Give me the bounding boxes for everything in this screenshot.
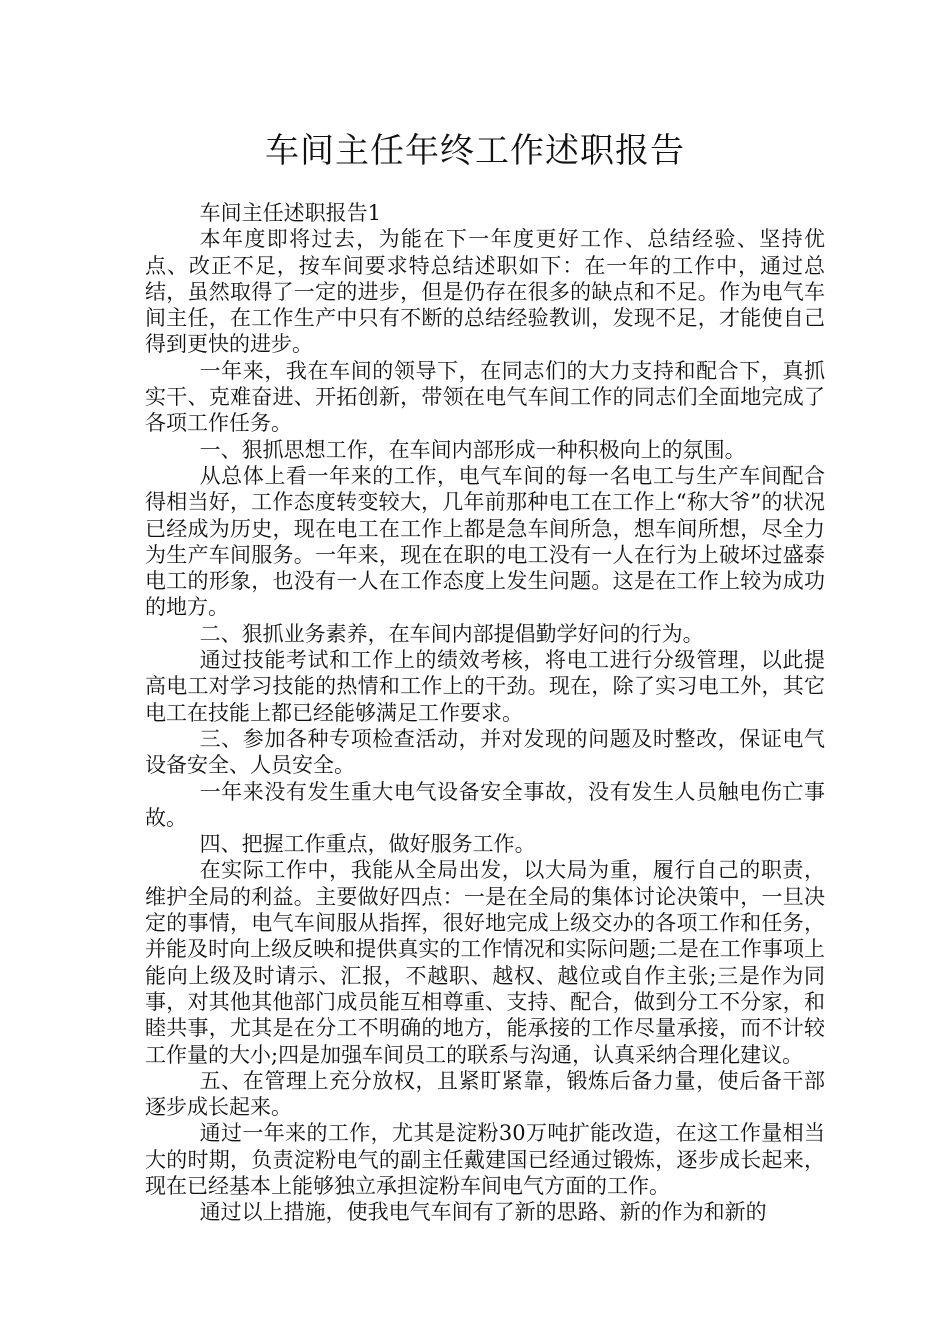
paragraph: 通过技能考试和工作上的绩效考核，将电工进行分级管理，以此提高电工对学习技能的热情和工作上的干劲。现在，除了实习电工外，其它电工在技能上都已经能够满足工作要求。 <box>145 648 825 725</box>
paragraph: 本年度即将过去，为能在下一年度更好工作、总结经验、坚持优点、改正不足，按车间要求特总结述职如下：在一年的工作中，通过总结，虽然取得了一定的进步，但是仍存在很多的缺点和不足。作为电气车间主任，在工作生产中只有不断的总结经验教训，发现不足，才能使自己得到更快的进步。 <box>145 227 825 357</box>
paragraph: 在实际工作中，我能从全局出发，以大局为重，履行自己的职责，维护全局的利益。主要做好四点：一是在全局的集体讨论决策中，一旦决定的事情，电气车间服从指挥，很好地完成上级交办的各项工作和任务，并能及时向上级反映和提供真实的工作情况和实际问题;二是在工作事项上能向上级及时请示、汇报，不越职、越权、越位或自作主张;三是作为同事，对其他其他部门成员能互相尊重、支持、配合，做到分工不分家，和睦共事，尤其是在分工不明确的地方，能承接的工作尽量承接，而不计较工作量的大小;四是加强车间员工的联系与沟通，认真采纳合理化建议。 <box>145 858 825 1067</box>
paragraph: 通过以上措施，使我电气车间有了新的思路、新的作为和新的 <box>199 1200 767 1225</box>
section-heading: 四、把握工作重点，做好服务工作。 <box>199 832 536 857</box>
section-heading: 五、在管理上充分放权，且紧盯紧靠，锻炼后备力量，使后备干部逐步成长起来。 <box>145 1068 825 1120</box>
paragraph: 通过一年来的工作，尤其是淀粉30万吨扩能改造，在这工作量相当大的时期，负责淀粉电气的副主任戴建国已经通过锻炼，逐步成长起来，现在已经基本上能够独立承担淀粉车间电气方面的工作。 <box>145 1121 825 1198</box>
document-body <box>145 200 825 1226</box>
document-title: 车间主任年终工作述职报告 <box>265 131 685 171</box>
section-heading: 一、狠抓思想工作，在车间内部形成一种积极向上的氛围。 <box>199 437 746 462</box>
section-heading: 三、参加各种专项检查活动，并对发现的问题及时整改，保证电气设备安全、人员安全。 <box>145 726 825 778</box>
section-heading: 车间主任述职报告1 <box>199 201 381 225</box>
section-heading: 二、狠抓业务素养，在车间内部提倡勤学好问的行为。 <box>199 621 704 646</box>
paragraph: 一年来没有发生重大电气设备安全事故，没有发生人员触电伤亡事故。 <box>145 779 825 830</box>
paragraph: 从总体上看一年来的工作，电气车间的每一名电工与生产车间配合得相当好，工作态度转变较大，几年前那种电工在工作上“称大爷”的状况已经成为历史，现在电工在工作上都是急车间所急，想车间所想，尽全力为生产车间服务。一年来，现在在职的电工没有一人在行为上破坏过盛泰电工的形象，也没有一人在工作态度上发生问题。这是在工作上较为成功的地方。 <box>145 463 825 620</box>
paragraph: 一年来，我在车间的领导下，在同志们的大力支持和配合下，真抓实干、克难奋进、开拓创新，带领在电气车间工作的同志们全面地完成了各项工作任务。 <box>145 358 825 436</box>
